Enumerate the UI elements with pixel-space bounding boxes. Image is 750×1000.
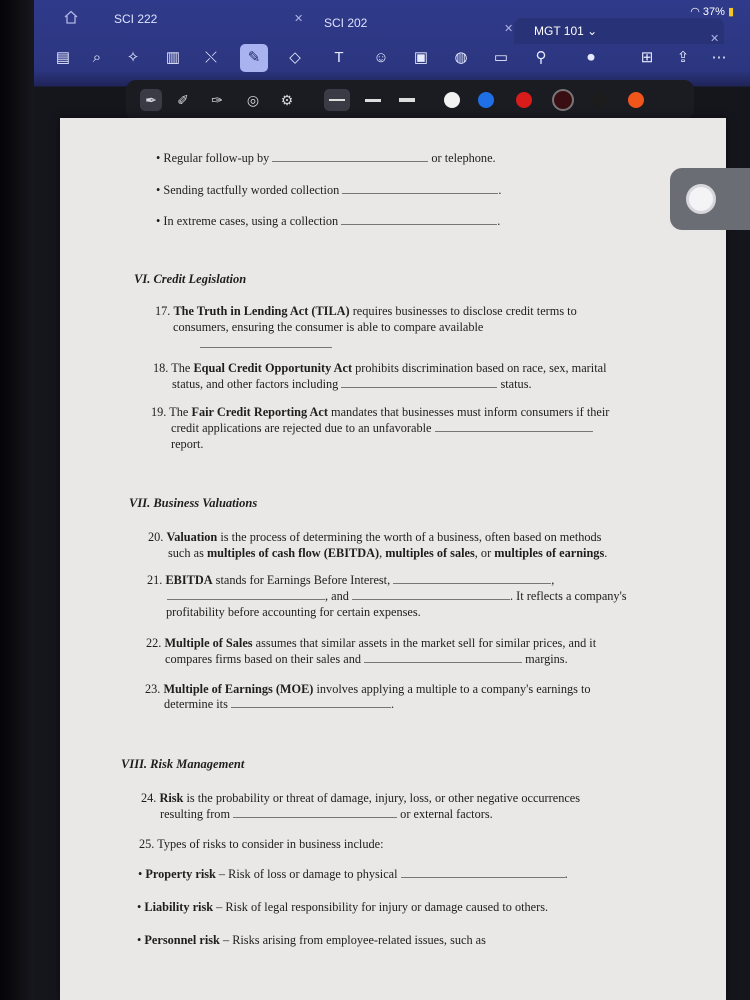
question-24: 24. Risk is the probability or threat of damage, injury, loss, or other negative occurrences: [141, 791, 581, 805]
question-19-line2: credit applications are rejected due to an unfavorable: [171, 420, 593, 436]
section-heading: VI. Credit Legislation: [134, 272, 247, 286]
pen-toolbar: [126, 80, 694, 120]
question-17: 17. The Truth in Lending Act (TILA) requires businesses to disclose credit terms to: [155, 304, 577, 318]
question-21-line2: , and . It reflects a company's: [167, 588, 627, 604]
ballpoint-pen-icon[interactable]: ✐: [177, 92, 189, 108]
color-swatch-blue[interactable]: [478, 92, 494, 108]
scroll-handle[interactable]: [670, 168, 750, 230]
tab-sci-222[interactable]: SCI 222: [114, 12, 158, 26]
risk-personnel: • Personnel risk – Risks arising from employee-related issues, such as: [137, 933, 486, 947]
question-21-line3: profitability before accounting for certain expenses.: [166, 605, 421, 619]
section-heading: VII. Business Valuations: [129, 496, 258, 510]
question-24-line2: resulting from or external factors.: [160, 807, 493, 821]
status-bar: [690, 5, 734, 18]
bullet-collection-letters: • Sending tactfully worded collection .: [156, 183, 502, 197]
eraser-icon[interactable]: ◇: [289, 49, 301, 66]
note-icon[interactable]: ▭: [493, 49, 509, 66]
pen-tool-icon[interactable]: ✎: [240, 44, 268, 72]
close-window-icon[interactable]: ✕: [710, 33, 720, 45]
question-21: 21. EBITDA stands for Earnings Before Interest, ,: [147, 573, 555, 587]
battery-percent: 37%: [702, 6, 725, 18]
wifi-icon: ◠: [690, 6, 703, 18]
section-heading: VIII. Risk Management: [121, 757, 245, 771]
bullet-collection-agency: • In extreme cases, using a collection .: [156, 214, 501, 228]
close-tab-icon[interactable]: ✕: [294, 13, 304, 25]
question-20: 20. Valuation is the process of determining the worth of a business, often based on methods: [148, 530, 602, 544]
color-swatch-red[interactable]: [516, 92, 532, 108]
scroll-knob[interactable]: [686, 184, 716, 214]
close-tab-icon[interactable]: ✕: [504, 23, 514, 35]
answer-blank: [200, 336, 332, 352]
question-22-line2: compares firms based on their sales and margins.: [165, 652, 568, 666]
question-19: 19. The Fair Credit Reporting Act mandates that businesses must inform consumers if their: [151, 405, 610, 419]
document-icon[interactable]: ▥: [165, 49, 181, 66]
sticker-icon[interactable]: ☺: [373, 49, 389, 66]
question-20-line2: such as multiples of cash flow (EBITDA), multiples of sales, or multiples of earnings.: [168, 546, 608, 560]
risk-liability: • Liability risk – Risk of legal responsibility for injury or damage caused to others.: [137, 900, 549, 914]
worksheet: [60, 118, 726, 1000]
question-18: 18. The Equal Credit Opportunity Act prohibits discrimination based on race, sex, marital: [153, 361, 607, 375]
risk-property: • Property risk – Risk of loss or damage to physical .: [138, 867, 568, 881]
color-swatch-black[interactable]: [592, 92, 608, 108]
tab-mgt-101[interactable]: MGT 101 ⌄: [534, 24, 598, 38]
share-icon[interactable]: ⇪: [676, 49, 690, 66]
add-page-icon[interactable]: ⊞: [640, 49, 654, 66]
question-22: 22. Multiple of Sales assumes that similar assets in the market sell for similar prices, and it: [146, 636, 597, 650]
search-icon[interactable]: ⌕: [92, 49, 102, 66]
main-toolbar: [34, 38, 750, 82]
text-tool-icon[interactable]: T: [334, 49, 344, 66]
tab-bar: [34, 0, 750, 45]
sidebar-icon[interactable]: ▤: [55, 49, 71, 66]
more-icon[interactable]: ⋯: [711, 49, 727, 66]
thickness-thick[interactable]: [394, 89, 420, 111]
question-23: 23. Multiple of Earnings (MOE) involves applying a multiple to a company's earnings to: [145, 682, 591, 696]
tab-sci-202[interactable]: SCI 202: [324, 16, 368, 30]
document-page[interactable]: [60, 118, 726, 1000]
image-icon[interactable]: ▣: [413, 49, 429, 66]
question-25: 25. Types of risks to consider in business include:: [139, 837, 384, 851]
laser-pointer-icon[interactable]: ◎: [246, 92, 260, 108]
question-19-line3: report.: [171, 437, 204, 451]
brush-pen-icon[interactable]: ✑: [211, 92, 223, 108]
thickness-medium[interactable]: [360, 89, 386, 111]
color-swatch-white[interactable]: [444, 92, 460, 108]
lasso-icon[interactable]: ⤬: [204, 49, 217, 66]
home-icon[interactable]: [64, 10, 78, 24]
color-swatch-maroon-selected[interactable]: [554, 91, 572, 109]
fountain-pen-icon[interactable]: ✒: [140, 89, 162, 111]
microphone-icon[interactable]: ⏺: [587, 49, 595, 66]
thickness-thin[interactable]: [324, 89, 350, 111]
question-18-line2: status, and other factors including status.: [172, 377, 532, 391]
question-17-line2: consumers, ensuring the consumer is able to compare available: [173, 320, 484, 334]
link-icon[interactable]: ⚲: [535, 49, 547, 66]
question-23-line2: determine its .: [164, 697, 395, 711]
bullet-followup: • Regular follow-up by or telephone.: [156, 151, 496, 165]
pen-settings-icon[interactable]: ⚙: [280, 92, 294, 108]
shapes-icon[interactable]: ◍: [454, 49, 468, 66]
shape-recognition-icon[interactable]: ✧: [126, 49, 140, 66]
battery-icon: ▮: [727, 6, 734, 18]
color-swatch-orange[interactable]: [628, 92, 644, 108]
